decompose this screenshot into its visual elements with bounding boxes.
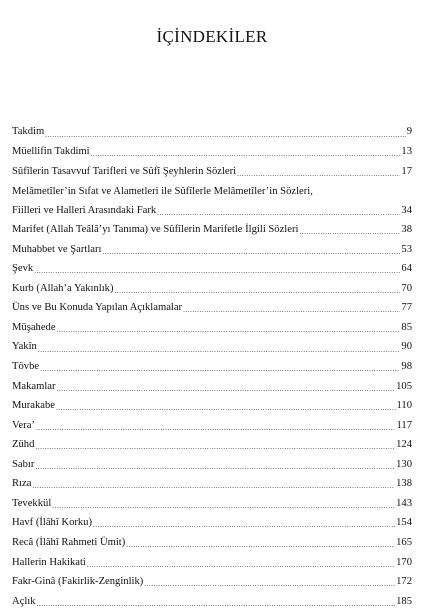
dot-leader bbox=[45, 132, 405, 143]
dot-leader bbox=[57, 386, 396, 397]
toc-entry[interactable] bbox=[12, 377, 412, 397]
toc-entry-title: Marifet (Allah Teâlâ’yı Tanıma) ve Sûfîlerin Marifetle İlgili Sözleri bbox=[12, 224, 299, 236]
toc-entry-title: Müellifin Takdimi bbox=[12, 146, 90, 158]
toc-entry[interactable] bbox=[12, 494, 412, 514]
dot-leader bbox=[56, 405, 396, 416]
toc-entry-title: Sûfîlerin Tasavvuf Tarifleri ve Sûfî Şeyhlerin Sözleri bbox=[12, 165, 237, 177]
dot-leader bbox=[144, 581, 395, 592]
toc-page-number: 154 bbox=[396, 517, 412, 529]
toc-entry[interactable] bbox=[12, 416, 412, 436]
toc-page-number: 124 bbox=[396, 439, 412, 451]
toc-page-number: 64 bbox=[401, 263, 412, 275]
dot-leader bbox=[91, 151, 401, 162]
toc-page-number: 77 bbox=[401, 302, 412, 314]
dot-leader bbox=[183, 307, 400, 318]
toc-entry-title: Fiilleri ve Halleri Arasındaki Fark bbox=[12, 204, 157, 216]
toc-page-number: 34 bbox=[401, 204, 412, 216]
dot-leader bbox=[299, 229, 400, 240]
toc-page-number: 17 bbox=[401, 165, 412, 177]
toc-entry-title: Recâ (İlâhî Rahmeti Ümit) bbox=[12, 536, 126, 548]
toc-entry-title: Tevekkül bbox=[12, 497, 52, 509]
toc-page-number: 98 bbox=[401, 361, 412, 373]
toc-entry[interactable] bbox=[12, 279, 412, 299]
toc-entry-title: Hallerin Hakikati bbox=[12, 556, 86, 568]
toc-entry[interactable] bbox=[12, 436, 412, 456]
toc-entry-title: Açlık bbox=[12, 595, 36, 607]
toc-page-number: 138 bbox=[396, 478, 412, 490]
toc-entry[interactable] bbox=[12, 318, 412, 338]
toc-entry[interactable] bbox=[12, 455, 412, 475]
toc-entry[interactable] bbox=[12, 201, 412, 221]
toc-page-number: 70 bbox=[401, 282, 412, 294]
toc-entry-title: Melâmetîler’in Sıfat ve Alametleri ile Sûfîlerle Melâmetîler’in Sözleri, bbox=[12, 185, 313, 197]
toc-entry[interactable] bbox=[12, 299, 412, 319]
toc-page-number: 53 bbox=[401, 243, 412, 255]
toc-entry-title: Yakîn bbox=[12, 341, 37, 353]
toc-entry[interactable] bbox=[12, 553, 412, 573]
table-of-contents bbox=[12, 123, 412, 612]
dot-leader bbox=[38, 347, 401, 358]
toc-entry-title: Sabır bbox=[12, 458, 35, 470]
toc-page-number: 110 bbox=[396, 400, 412, 412]
toc-page-number: 85 bbox=[401, 321, 412, 333]
toc-page-number: 90 bbox=[401, 341, 412, 353]
toc-page-number: 165 bbox=[396, 536, 412, 548]
toc-entry[interactable] bbox=[12, 338, 412, 358]
toc-entry[interactable] bbox=[12, 514, 412, 534]
toc-page-number: 105 bbox=[396, 380, 412, 392]
toc-entry-title: Zühd bbox=[12, 439, 35, 451]
toc-page-number: 185 bbox=[396, 595, 412, 607]
dot-leader bbox=[115, 288, 401, 299]
toc-page-number: 38 bbox=[401, 224, 412, 236]
toc-entry-title: Takdim bbox=[12, 126, 45, 138]
toc-entry-title: Makamlar bbox=[12, 380, 56, 392]
dot-leader bbox=[126, 542, 395, 553]
dot-leader bbox=[157, 210, 400, 221]
toc-entry[interactable] bbox=[12, 162, 412, 182]
dot-leader bbox=[93, 522, 395, 533]
dot-leader bbox=[35, 464, 395, 475]
dot-leader bbox=[40, 366, 400, 377]
toc-entry-title: Şevk bbox=[12, 263, 34, 275]
toc-page-number: 13 bbox=[401, 146, 412, 158]
dot-leader bbox=[52, 503, 395, 514]
toc-page-number: 143 bbox=[396, 497, 412, 509]
toc-entry[interactable] bbox=[12, 240, 412, 260]
toc-page-number: 170 bbox=[396, 556, 412, 568]
toc-entry-title: Murakabe bbox=[12, 400, 55, 412]
dot-leader bbox=[102, 249, 400, 260]
toc-page-number: 130 bbox=[396, 458, 412, 470]
toc-entry[interactable] bbox=[12, 221, 412, 241]
toc-entry-title: Vera’ bbox=[12, 419, 35, 431]
toc-page-number: 9 bbox=[406, 126, 412, 138]
dot-leader bbox=[35, 444, 395, 455]
toc-entry[interactable] bbox=[12, 592, 412, 612]
toc-entry[interactable] bbox=[12, 573, 412, 593]
toc-entry-title: Fakr-Ginâ (Fakirlik-Zenginlik) bbox=[12, 576, 144, 588]
toc-entry[interactable] bbox=[12, 260, 412, 280]
toc-page-number: 172 bbox=[396, 576, 412, 588]
dot-leader bbox=[36, 425, 396, 436]
toc-entry-title: Rıza bbox=[12, 478, 32, 490]
toc-entry[interactable] bbox=[12, 475, 412, 495]
toc-entry-title: Müşahede bbox=[12, 321, 56, 333]
dot-leader bbox=[57, 327, 401, 338]
toc-page-number: 117 bbox=[396, 419, 412, 431]
dot-leader bbox=[37, 601, 396, 612]
toc-entry-title: Tövbe bbox=[12, 361, 40, 373]
toc-entry[interactable] bbox=[12, 533, 412, 553]
toc-entry-title: Kurb (Allah’a Yakınlık) bbox=[12, 282, 114, 294]
page-title: İÇİNDEKİLER bbox=[156, 27, 268, 46]
toc-entry[interactable] bbox=[12, 397, 412, 417]
toc-entry[interactable] bbox=[12, 143, 412, 163]
toc-entry-title: Üns ve Bu Konuda Yapılan Açıklamalar bbox=[12, 302, 183, 314]
toc-entry[interactable] bbox=[12, 358, 412, 378]
toc-entry-title: Havf (İlâhî Korku) bbox=[12, 517, 93, 529]
dot-leader bbox=[87, 562, 395, 573]
dot-leader bbox=[34, 268, 400, 279]
dot-leader bbox=[32, 483, 395, 494]
toc-entry-title: Muhabbet ve Şartları bbox=[12, 243, 102, 255]
dot-leader bbox=[237, 171, 400, 182]
toc-entry[interactable] bbox=[12, 123, 412, 143]
toc-entry[interactable] bbox=[12, 182, 412, 202]
